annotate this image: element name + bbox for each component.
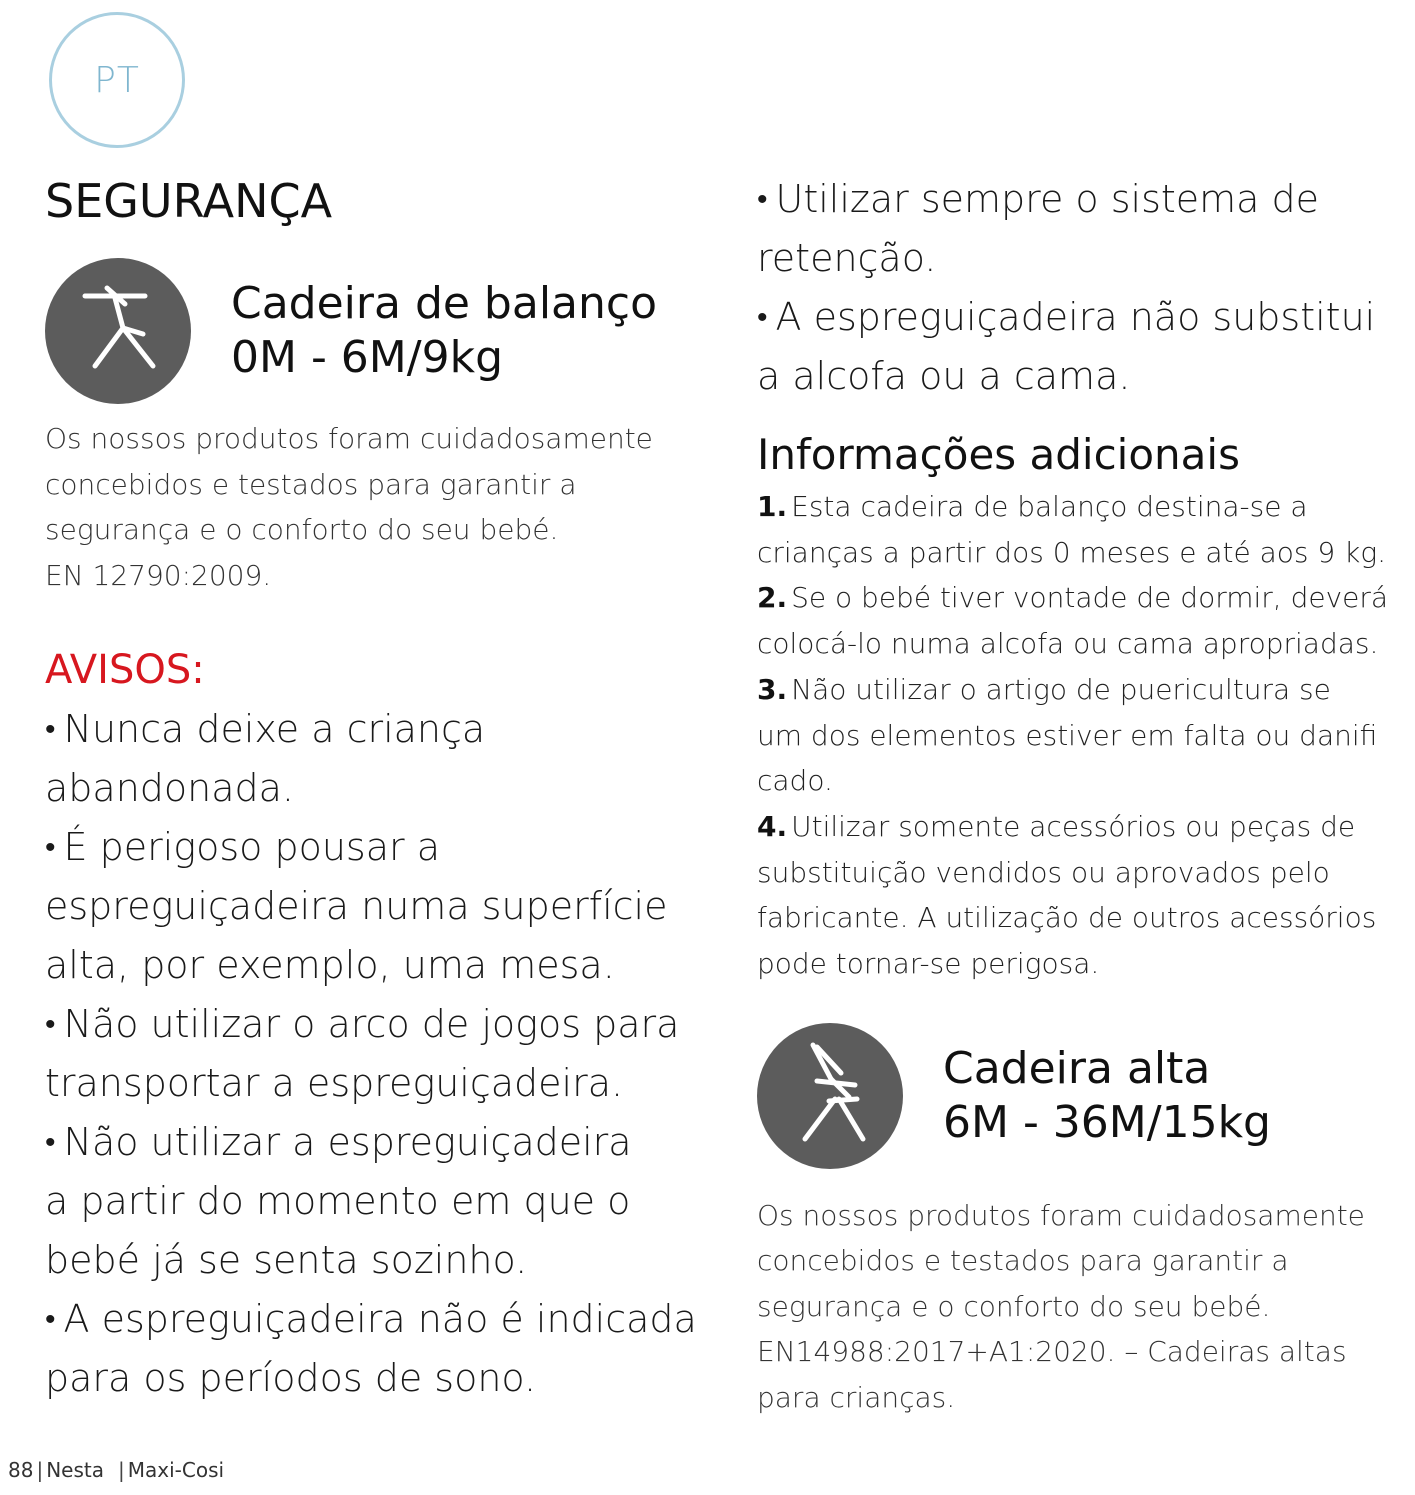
info-item — [757, 484, 1412, 575]
product-highchair-block — [757, 1023, 1412, 1169]
warnings-list-continued — [757, 170, 1412, 406]
warning-line: a alcofa ou a cama. — [757, 354, 1131, 398]
info-item — [757, 667, 1412, 804]
warning-line: transportar a espreguiçadeira. — [45, 1061, 624, 1105]
info-number: 1. — [757, 490, 788, 523]
warning-line: A espreguiçadeira não substitui — [775, 295, 1376, 339]
high-chair-icon — [757, 1023, 903, 1169]
warnings-heading: AVISOS: — [45, 647, 205, 693]
product-bouncer-range: 0M - 6M/9kg — [231, 332, 503, 383]
warning-item: • A espreguiçadeira não substitui a alcofa ou a cama. — [757, 288, 1412, 406]
language-label: PT — [94, 59, 140, 101]
intro-line: concebidos e testados para garantir a — [45, 467, 577, 501]
footer-product-name: Nesta — [46, 1458, 104, 1482]
info-line: colocá-lo numa alcofa ou cama apropriadas. — [757, 627, 1379, 661]
warning-item: • Não utilizar o arco de jogos para transportar a espreguiçadeira. — [45, 995, 705, 1113]
intro-line: Os nossos produtos foram cuidadosamente — [45, 422, 653, 455]
info-line: Não utilizar o artigo de puericultura se — [791, 672, 1331, 706]
info-item — [757, 575, 1412, 666]
warning-line: Utilizar sempre o sistema de — [775, 177, 1320, 221]
bouncer-icon — [45, 258, 191, 404]
product-highchair-range: 6M - 36M/15kg — [943, 1096, 1271, 1148]
left-column — [45, 170, 705, 1408]
page-number: 88 — [8, 1458, 34, 1482]
intro-line: concebidos e testados para garantir a — [757, 1244, 1289, 1278]
warning-line: É perigoso pousar a — [63, 825, 440, 869]
warning-line: Não utilizar o arco de jogos para — [63, 1002, 680, 1046]
intro-line: EN14988:2017+A1:2020. – Cadeiras altas — [757, 1335, 1347, 1369]
right-column — [757, 170, 1412, 1420]
info-line: Esta cadeira de balanço destina-se a — [791, 490, 1308, 523]
warning-line: abandonada. — [45, 766, 295, 810]
intro-line: segurança e o conforto do seu bebé. — [45, 513, 559, 546]
product-bouncer-name: Cadeira de balanço — [231, 278, 658, 329]
info-line: substituição vendidos ou aprovados pelo — [757, 855, 1330, 889]
warning-line: bebé já se senta sozinho. — [45, 1238, 528, 1282]
warning-item: • É perigoso pousar a espreguiçadeira numa superfície alta, por exemplo, uma mesa. — [45, 818, 705, 995]
product-bouncer-title — [231, 277, 657, 385]
product-highchair-intro — [757, 1193, 1412, 1421]
warning-item: • Não utilizar a espreguiçadeira a partir do momento em que o bebé já se senta sozinho. — [45, 1113, 705, 1290]
warning-line: alta, por exemplo, uma mesa. — [45, 943, 615, 987]
info-number: 3. — [757, 672, 788, 706]
warnings-list — [45, 700, 705, 1408]
warning-line: Nunca deixe a criança — [63, 707, 486, 751]
info-number: 4. — [757, 809, 788, 843]
product-bouncer-intro — [45, 416, 705, 598]
warning-item: • Utilizar sempre o sistema de retenção. — [757, 170, 1412, 288]
warning-item: • Nunca deixe a criança abandonada. — [45, 700, 705, 818]
warning-line: para os períodos de sono. — [45, 1356, 537, 1400]
section-title: SEGURANÇA — [45, 174, 333, 228]
warning-line: Não utilizar a espreguiçadeira — [63, 1120, 632, 1164]
product-highchair-title — [943, 1042, 1271, 1150]
footer-brand: Maxi-Cosi — [127, 1458, 225, 1482]
info-line: fabricante. A utilização de outros acessórios — [757, 901, 1377, 935]
info-line: pode tornar-se perigosa. — [757, 947, 1100, 981]
info-heading: Informações adicionais — [757, 430, 1240, 479]
page-footer: 88 | Nesta | Maxi-Cosi — [8, 1458, 225, 1482]
language-badge — [49, 12, 185, 148]
warning-item: • A espreguiçadeira não é indicada para os períodos de sono. — [45, 1290, 705, 1408]
info-line: Se o bebé tiver vontade de dormir, deverá — [791, 581, 1389, 615]
info-line: Utilizar somente acessórios ou peças de — [791, 809, 1356, 843]
info-line: crianças a partir dos 0 meses e até aos 9 kg. — [757, 535, 1387, 569]
info-line: cado. — [757, 764, 833, 798]
product-highchair-name: Cadeira alta — [943, 1042, 1211, 1094]
warning-line: a partir do momento em que o — [45, 1179, 631, 1223]
intro-line: EN 12790:2009. — [45, 558, 272, 592]
info-number: 2. — [757, 581, 788, 615]
warning-line: espreguiçadeira numa superfície — [45, 884, 668, 928]
warning-line: A espreguiçadeira não é indicada — [63, 1297, 697, 1341]
warning-line: retenção. — [757, 236, 937, 280]
intro-line: Os nossos produtos foram cuidadosamente — [757, 1198, 1365, 1232]
intro-line: segurança e o conforto do seu bebé. — [757, 1289, 1271, 1323]
intro-line: para crianças. — [757, 1380, 956, 1414]
info-item — [757, 804, 1412, 987]
info-line: um dos elementos estiver em falta ou danifi — [757, 718, 1378, 752]
info-list — [757, 484, 1412, 987]
product-bouncer-block — [45, 258, 705, 404]
